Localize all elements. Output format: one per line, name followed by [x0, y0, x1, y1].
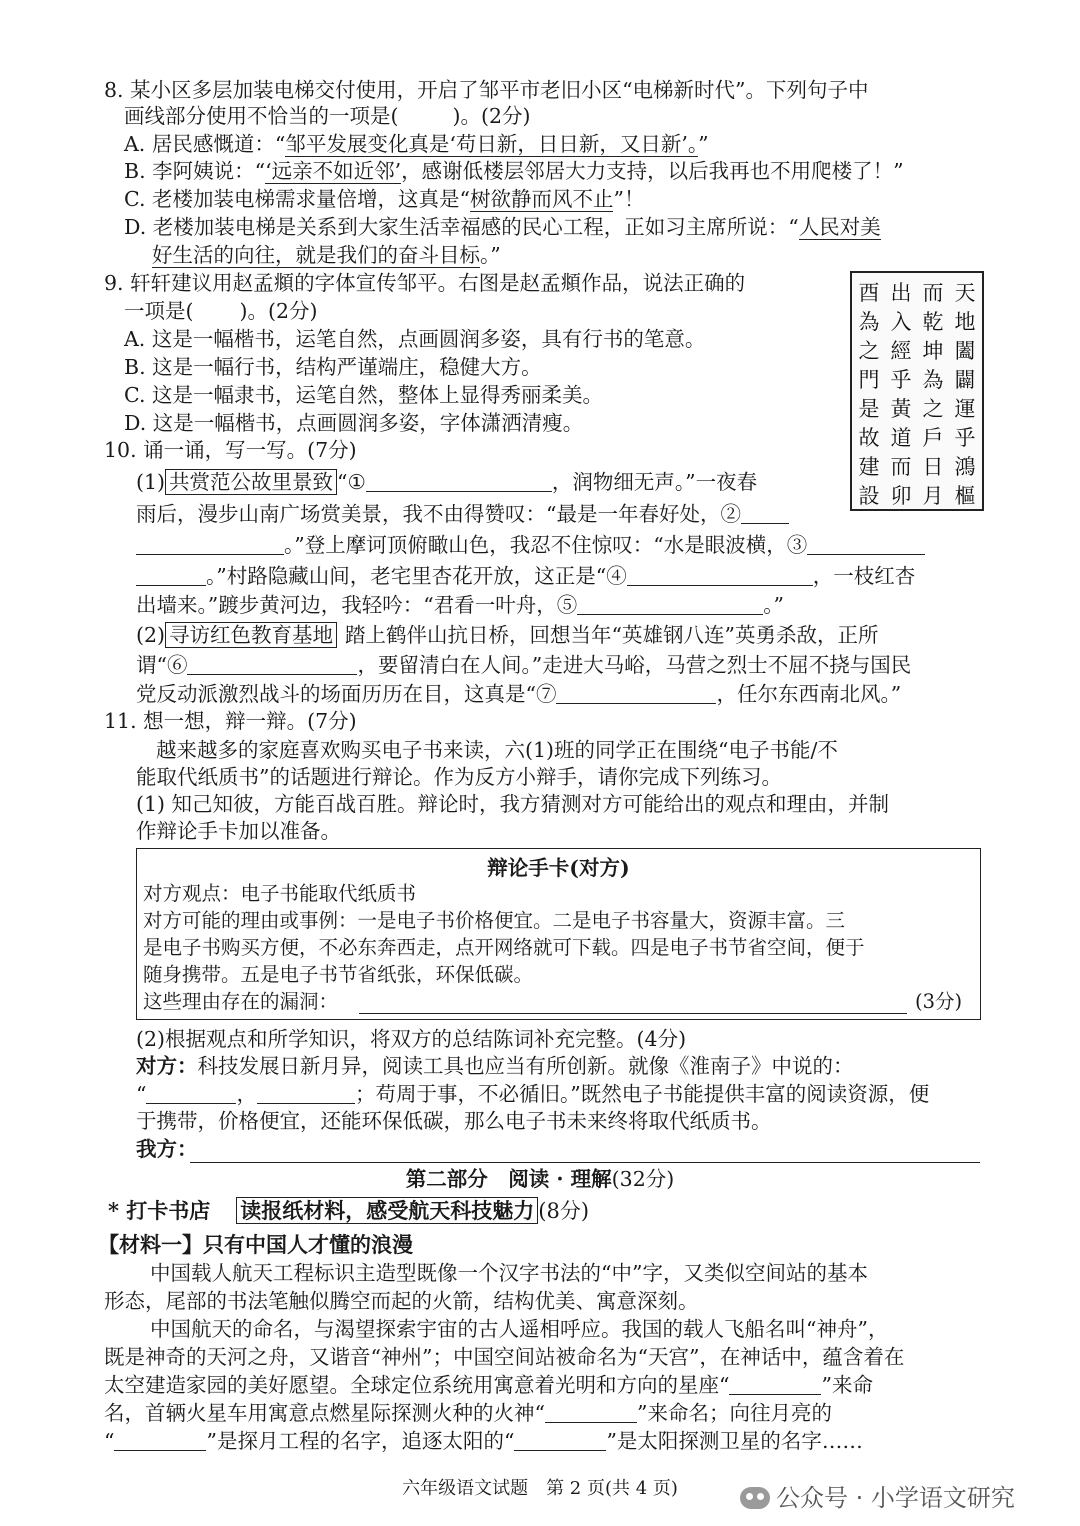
debate-card-reason-2: 是电子书购买方便，不必东奔西走，点开网络就可下载。四是电子书节省空间，便于 — [143, 936, 865, 959]
blank-3a[interactable] — [807, 536, 925, 555]
q10-part1-heading: 共赏范公故里景致 — [165, 469, 337, 495]
q8-c-underlined: 树欲静而风不止 — [469, 187, 614, 211]
material1-line7-open: “ — [104, 1429, 115, 1453]
material1-line2: 形态，尾部的书法笔触似腾空而起的火箭，结构优美、寓意深刻。 — [104, 1289, 699, 1313]
q8-option-d-line1 — [124, 214, 881, 240]
q11-opponent-line3: 于携带，价格便宜，还能环保低碳，那么电子书未来终将取代纸质书。 — [136, 1109, 772, 1133]
material1-line1: 中国载人航天工程标识主造型既像一个汉字书法的“中”字，又类似空间站的基本 — [150, 1261, 868, 1285]
debate-card-loophole-label: 这些理由存在的漏洞： — [143, 990, 339, 1013]
q8-stem-line1: 8. 某小区多层加装电梯交付使用，开启了邹平市老旧小区“电梯新时代”。下列句子中 — [104, 78, 869, 102]
blank-5[interactable] — [577, 596, 763, 615]
material1-line6 — [104, 1400, 832, 1426]
q8-a-underlined: 邹平发展变化真是‘苟日新，日日新，又日新’。 — [285, 132, 699, 156]
q10-blank6-label: 谓“⑥ — [136, 653, 188, 677]
part2-title: 第二部分 阅读 · 理解 — [405, 1167, 612, 1191]
q9-score: )。(2分) — [239, 299, 318, 323]
q10-line8-end: ，任尔东西南北风。” — [716, 682, 902, 706]
q11-comma: ， — [236, 1082, 257, 1106]
q8-a-suffix: ” — [698, 132, 709, 156]
q11-opponent-line1 — [136, 1053, 854, 1079]
q10-part2-number: (2) — [136, 623, 166, 647]
q8-c-prefix: C. 老楼加装电梯需求量倍增，这真是“ — [124, 187, 470, 211]
q10-line5-text: 出墙来。”踱步黄河边，我轻吟：“君看一叶舟，⑤ — [136, 593, 578, 617]
q9-option-c: C. 这是一幅隶书，运笔自然，整体上显得秀丽柔美。 — [124, 383, 603, 407]
q8-stem-text: 画线部分使用不恰当的一项是( — [124, 104, 399, 128]
material1-line3: 中国航天的命名，与渴望探索宇宙的古人遥相呼应。我国的载人飞船名叫“神舟”， — [150, 1317, 889, 1341]
q11-ours-label-text: 我方： — [136, 1137, 198, 1161]
q10-line5-end: 。” — [763, 593, 784, 617]
bookshop-label: * 打卡书店 — [108, 1198, 211, 1223]
watermark-text: 公众号 · 小学语文研究 — [776, 1484, 1015, 1512]
debate-card-viewpoint: 对方观点：电子书能取代纸质书 — [143, 882, 417, 905]
q8-b-prefix: B. 李阿姨说：“ — [124, 159, 266, 183]
change-blank[interactable] — [114, 1432, 206, 1451]
q10-part2-heading: 寻访红色教育基地 — [165, 622, 337, 648]
q8-option-a — [124, 131, 709, 157]
blank-3b[interactable] — [136, 567, 206, 586]
q10-line1-text: ，润物细无声。”一夜春 — [551, 470, 758, 494]
q8-option-c — [124, 186, 644, 212]
q10-part1-number: (1) — [136, 470, 166, 494]
q11-part1-line2: 作辩论手卡加以准备。 — [136, 819, 341, 843]
q11-part1-line1: (1) 知己知彼，方能百战百胜。辩论时，我方猜测对方可能给出的观点和理由，并制 — [136, 792, 890, 816]
calligraphy-image — [850, 271, 984, 511]
q8-d-underlined-2: 好生活的向往，就是我们的奋斗目标 — [152, 243, 480, 267]
material1-line7-text: ”是探月工程的名字，追逐太阳的“ — [206, 1429, 515, 1453]
q8-stem-line2 — [124, 103, 531, 129]
q8-d-suffix: 。” — [480, 243, 501, 267]
q10-line4-end: ，一枝红杏 — [812, 564, 916, 588]
huainanzi-blank-2[interactable] — [257, 1085, 355, 1104]
material1-line4: 既是神奇的天河之舟，又谐音“神州”；中国空间站被命名为“天宫”，在神话中，蕴含着在 — [104, 1345, 905, 1369]
q10-line7-text: ，要留清白在人间。”走进大马峪，马营之烈士不屈不挠与国民 — [357, 653, 912, 677]
q10-line8-text: 党反动派激烈战斗的场面历历在目，这真是“⑦ — [136, 682, 557, 706]
bookshop-row — [108, 1198, 589, 1224]
q10-line2 — [136, 501, 789, 527]
debate-card-loophole-blank[interactable] — [359, 995, 907, 1014]
q8-a-prefix: A. 居民感慨道：“ — [124, 132, 286, 156]
beidou-blank[interactable] — [729, 1376, 821, 1395]
xihe-blank[interactable] — [514, 1432, 606, 1451]
bookshop-score: (8分) — [538, 1199, 590, 1223]
wechat-icon — [740, 1487, 770, 1509]
q8-d-prefix: D. 老楼加装电梯是关系到大家生活幸福感的民心工程，正如习主席所说：“ — [124, 215, 799, 239]
page-footer: 六年级语文试题 第 2 页(共 4 页) — [402, 1478, 678, 1499]
q11-opponent-text1: 科技发展日新月异，阅读工具也应当有所创新。就像《淮南子》中说的： — [197, 1054, 854, 1078]
part2-header — [0, 1166, 1080, 1192]
q9-option-d: D. 这是一幅楷书，点画圆润多姿，字体潇洒清瘦。 — [124, 411, 584, 435]
material1-line7-end: ”是太阳探测卫星的名字…… — [606, 1429, 863, 1453]
material1-title: 【材料一】只有中国人才懂的浪漫 — [98, 1232, 413, 1257]
q10-line3 — [136, 532, 925, 558]
q10-title: 10. 诵一诵，写一写。(7分) — [104, 438, 357, 462]
q11-quote-open: “ — [136, 1082, 147, 1106]
q9-stem-line2 — [124, 298, 318, 324]
part2-score: (32分) — [611, 1167, 675, 1191]
zhurong-blank[interactable] — [545, 1404, 637, 1423]
material1-line6-end: ”来命名；向往月亮的 — [636, 1401, 832, 1425]
q8-d-underlined-1: 人民对美 — [798, 215, 881, 239]
material1-line5 — [104, 1372, 873, 1398]
q11-part2: (2)根据观点和所学知识，将双方的总结陈词补充完整。(4分) — [136, 1027, 687, 1051]
q8-option-b — [124, 158, 904, 184]
q11-intro-line1: 越来越多的家庭喜欢购买电子书来读，六(1)班的同学正在围绕“电子书能/不 — [156, 738, 838, 762]
debate-card-reason-3: 随身携带。五是电子书节省纸张，环保低碳。 — [143, 963, 534, 986]
q10-line6-text: 踏上鹤伴山抗日桥，回想当年“英雄钢八连”英勇杀敌，正所 — [345, 623, 879, 647]
blank-7[interactable] — [556, 685, 716, 704]
q9-option-a: A. 这是一幅楷书，运笔自然，点画圆润多姿，具有行书的笔意。 — [124, 327, 706, 351]
material1-line5-end: ”来命 — [821, 1373, 873, 1397]
q10-line1 — [136, 469, 757, 495]
bookshop-task: 读报纸材料，感受航天科技魅力 — [236, 1197, 538, 1224]
q8-option-d-line2 — [152, 242, 501, 268]
q10-line4-text: 。”村路隐藏山间，老宅里杏花开放，这正是“④ — [206, 564, 627, 588]
q10-line2-text: 雨后，漫步山南广场赏美景，我不由得赞叹：“最是一年春好处，② — [136, 502, 741, 526]
blank-6[interactable] — [187, 656, 357, 675]
q10-line4 — [136, 563, 915, 589]
material1-line6-text: 名，首辆火星车用寓意点燃星际探测火种的火神“ — [104, 1401, 545, 1425]
calligraphy-col-3: 出入經乎黃道而卯 — [890, 281, 912, 508]
q11-title: 11. 想一想，辩一辩。(7分) — [104, 709, 357, 733]
debate-card-title: 辩论手卡(对方) — [487, 856, 630, 880]
q10-line8 — [136, 681, 901, 707]
q9-stem-text: 一项是( — [124, 299, 194, 323]
q11-opponent-text2: ；苟周于事，不必循旧。”既然电子书能提供丰富的阅读资源，便 — [354, 1082, 930, 1106]
q10-blank1-label: “① — [337, 470, 366, 494]
blank-2b[interactable] — [136, 536, 284, 555]
q8-c-suffix: ”！ — [613, 187, 645, 211]
q10-line6 — [136, 622, 879, 648]
q11-intro-line2: 能取代纸质书”的话题进行辩论。作为反方小辩手，请你完成下列练习。 — [136, 765, 782, 789]
q10-line5 — [136, 592, 784, 618]
calligraphy-col-4: 酉為之門是故建設 — [858, 281, 880, 508]
q11-opponent-line2 — [136, 1081, 929, 1107]
material1-line5-text: 太空建造家园的美好愿望。全球定位系统用寓意着光明和方向的星座“ — [104, 1373, 730, 1397]
debate-card-reason-1: 对方可能的理由或事例：一是电子书价格便宜。二是电子书容量大，资源丰富。三 — [143, 909, 846, 932]
material1-line7 — [104, 1428, 863, 1454]
q11-opponent-label: 对方： — [136, 1054, 198, 1078]
calligraphy-col-1: 天地闔闢運乎鴻樞 — [954, 281, 976, 508]
blank-1[interactable] — [366, 473, 552, 492]
blank-2a[interactable] — [741, 505, 789, 524]
debate-card-score: (3分) — [915, 990, 963, 1013]
blank-4[interactable] — [627, 567, 813, 586]
calligraphy-col-2: 而乾坤為之戶日月 — [922, 281, 944, 508]
q11-ours-label — [136, 1136, 198, 1162]
watermark — [740, 1478, 1015, 1513]
debate-card — [136, 848, 981, 1020]
q11-ours-answer-line[interactable] — [190, 1162, 980, 1163]
q9-option-b: B. 这是一幅行书，结构严谨端庄，稳健大方。 — [124, 355, 542, 379]
q8-b-underlined: ‘远亲不如近邻’ — [265, 159, 402, 183]
huainanzi-blank-1[interactable] — [146, 1085, 236, 1104]
q8-score: )。(2分) — [452, 104, 531, 128]
q9-stem-line1: 9. 轩轩建议用赵孟頫的字体宣传邹平。右图是赵孟頫作品，说法正确的 — [104, 271, 746, 295]
q10-line7 — [136, 652, 911, 678]
q8-b-suffix: ，感谢低楼层邻居大力支持，以后我再也不用爬楼了！” — [401, 159, 904, 183]
q10-line3-text: 。”登上摩诃顶俯瞰山色，我忍不住惊叹：“水是眼波横，③ — [284, 533, 808, 557]
